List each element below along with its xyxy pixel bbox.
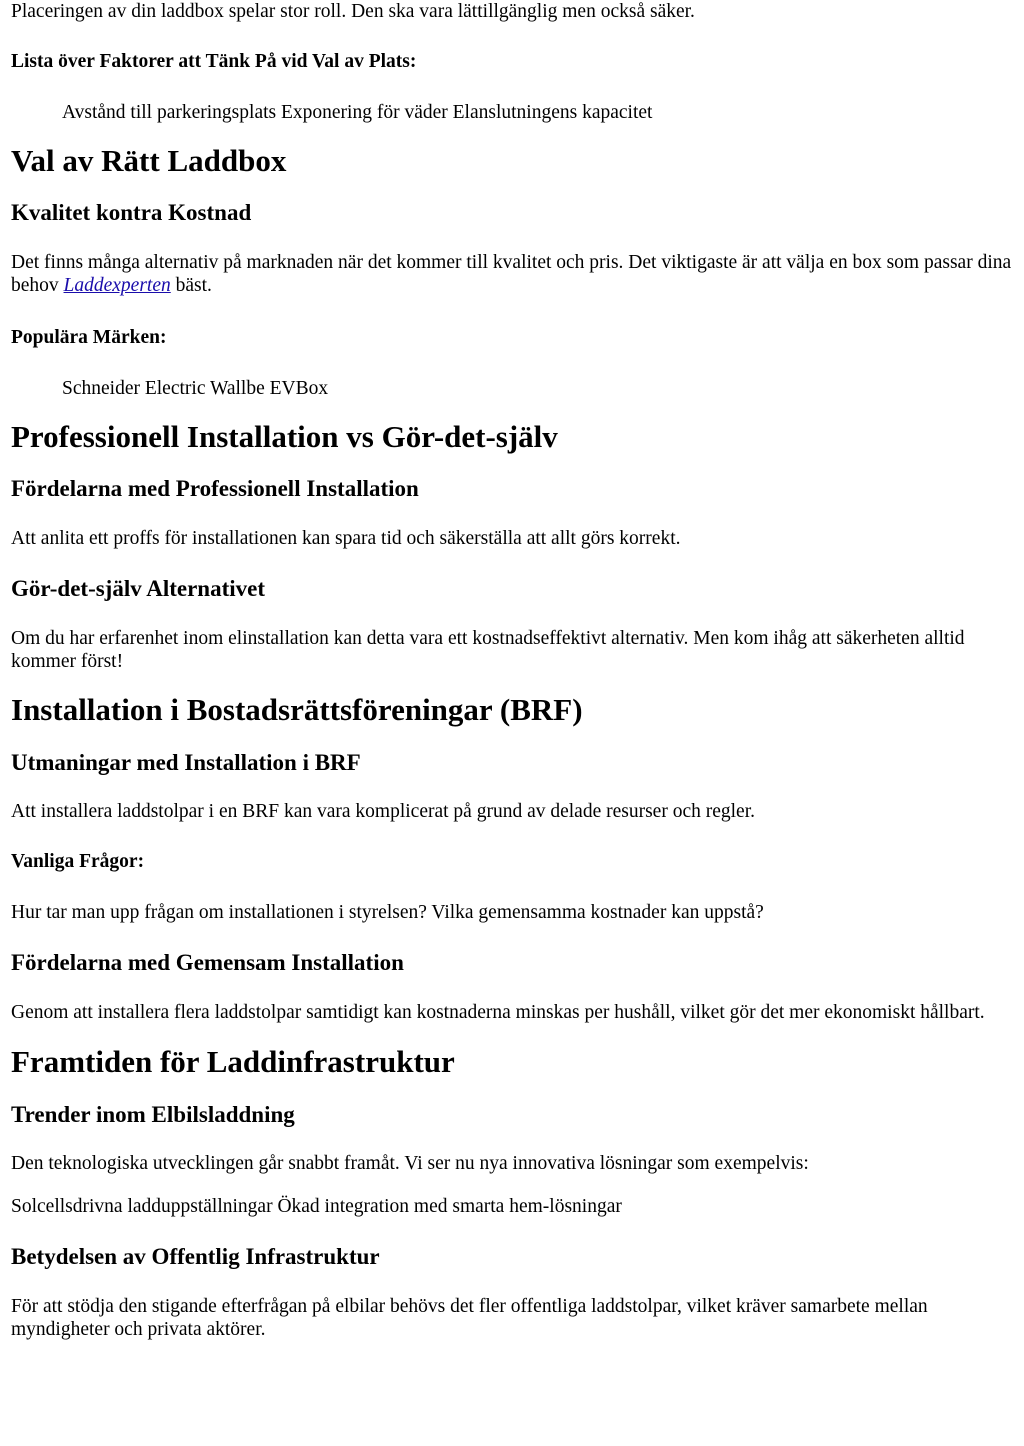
subheading-gemensam: Fördelarna med Gemensam Installation bbox=[11, 950, 404, 975]
paragraph-kvalitet-text-before: Det finns många alternativ på marknaden när det kommer till kvalitet och pris. Det viktigaste är att välja en box som passar dina behov bbox=[11, 252, 1012, 296]
intro-paragraph: Placeringen av din laddbox spelar stor roll. Den ska vara lättillgänglig men också säker. bbox=[11, 1, 695, 22]
section-title-installation: Professionell Installation vs Gör-det-själv bbox=[11, 419, 558, 454]
paragraph-kvalitet-text-after: bäst. bbox=[170, 275, 212, 296]
paragraph-trender: Den teknologiska utvecklingen går snabbt framåt. Vi ser nu nya innovativa lösningar som exempelvis: bbox=[11, 1153, 809, 1174]
paragraph-kvalitet bbox=[11, 251, 1012, 297]
subheading-kvalitet: Kvalitet kontra Kostnad bbox=[11, 200, 252, 225]
brands-heading: Populära Märken: bbox=[11, 327, 167, 348]
section-title-brf: Installation i Bostadsrättsföreningar (BRF) bbox=[11, 692, 583, 727]
paragraph-professionell: Att anlita ett proffs för installationen kan spara tid och säkerställa att allt görs korrekt. bbox=[11, 528, 681, 549]
factors-list: Avstånd till parkeringsplats Exponering för väder Elanslutningens kapacitet bbox=[62, 102, 653, 123]
subheading-utmaningar: Utmaningar med Installation i BRF bbox=[11, 750, 361, 775]
paragraph-faq: Hur tar man upp frågan om installationen i styrelsen? Vilka gemensamma kostnader kan uppstå? bbox=[11, 902, 764, 923]
paragraph-utmaningar: Att installera laddstolpar i en BRF kan vara komplicerat på grund av delade resurser och regler. bbox=[11, 801, 755, 822]
laddexperten-link[interactable]: Laddexperten bbox=[63, 275, 171, 296]
subheading-offentlig: Betydelsen av Offentlig Infrastruktur bbox=[11, 1244, 380, 1269]
paragraph-offentlig: För att stödja den stigande efterfrågan på elbilar behövs det fler offentliga laddstolpar, vilket kräver samarbete mellan myndigheter och privata aktörer. bbox=[11, 1296, 928, 1340]
factors-heading: Lista över Faktorer att Tänk På vid Val av Plats: bbox=[11, 51, 417, 72]
subheading-gor-det-sjalv: Gör-det-själv Alternativet bbox=[11, 576, 265, 601]
faq-heading: Vanliga Frågor: bbox=[11, 851, 145, 872]
paragraph-gemensam: Genom att installera flera laddstolpar samtidigt kan kostnaderna minskas per hushåll, vilket gör det mer ekonomiskt hållbart. bbox=[11, 1002, 985, 1023]
brands-list: Schneider Electric Wallbe EVBox bbox=[62, 378, 329, 399]
subheading-professionell: Fördelarna med Professionell Installation bbox=[11, 476, 419, 501]
subheading-trender: Trender inom Elbilsladdning bbox=[11, 1102, 295, 1127]
section-title-framtiden: Framtiden för Laddinfrastruktur bbox=[11, 1044, 455, 1079]
trender-list: Solcellsdrivna ladduppställningar Ökad integration med smarta hem-lösningar bbox=[11, 1196, 622, 1217]
paragraph-gor-det-sjalv: Om du har erfarenhet inom elinstallation kan detta vara ett kostnadseffektivt alternativ. Men kom ihåg att säkerheten alltid kommer först! bbox=[11, 628, 965, 672]
section-title-laddbox: Val av Rätt Laddbox bbox=[11, 143, 287, 178]
